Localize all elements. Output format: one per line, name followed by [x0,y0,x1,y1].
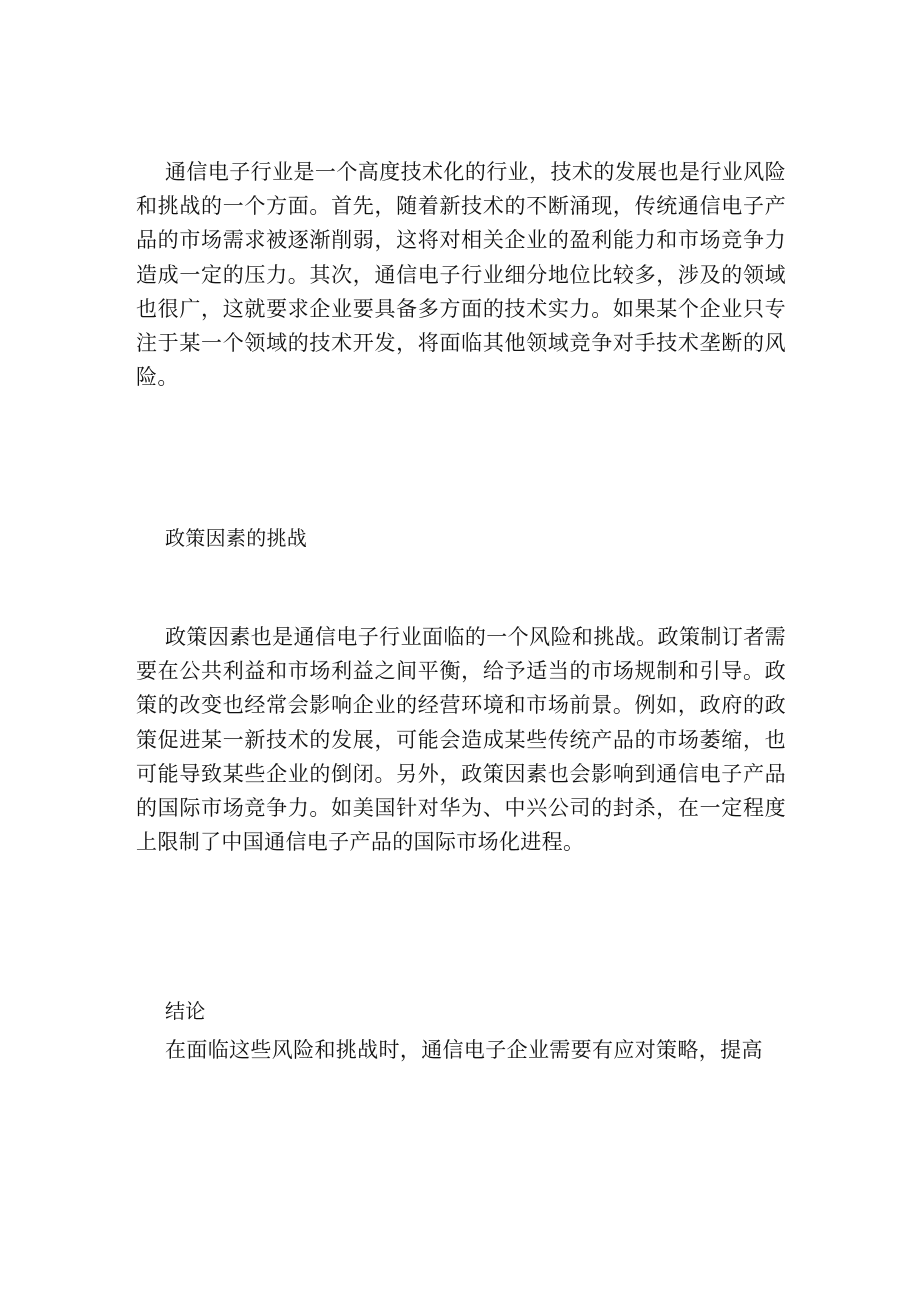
paragraph-conclusion: 在面临这些风险和挑战时，通信电子企业需要有应对策略，提高 [165,1038,763,1062]
paragraph-technology-risk: 通信电子行业是一个高度技术化的行业，技术的发展也是行业风险和挑战的一个方面。首先，随着新技术的不断涌现，传统通信电子产品的市场需求被逐渐削弱，这将对相关企业的盈利能力和市场竞争力造成一定的压力。其次，通信电子行业细分地位比较多，涉及的领域也很广，这就要求企业要具备多方面的技术实力。如果某个企业只专注于某一个领域的技术开发，将面临其他领域竞争对手技术垄断的风险。 [136,160,786,390]
section-heading-policy: 政策因素的挑战 [165,526,308,550]
paragraph-policy-risk: 政策因素也是通信电子行业面临的一个风险和挑战。政策制订者需要在公共利益和市场利益之间平衡，给予适当的市场规制和引导。政策的改变也经常会影响企业的经营环境和市场前景。例如，政府的政策促进某一新技术的发展，可能会造成某些传统产品的市场萎缩，也可能导致某些企业的倒闭。另外，政策因素也会影响到通信电子产品的国际市场竞争力。如美国针对华为、中兴公司的封杀，在一定程度上限制了中国通信电子产品的国际市场化进程。 [136,625,786,855]
section-heading-conclusion: 结论 [165,999,206,1023]
